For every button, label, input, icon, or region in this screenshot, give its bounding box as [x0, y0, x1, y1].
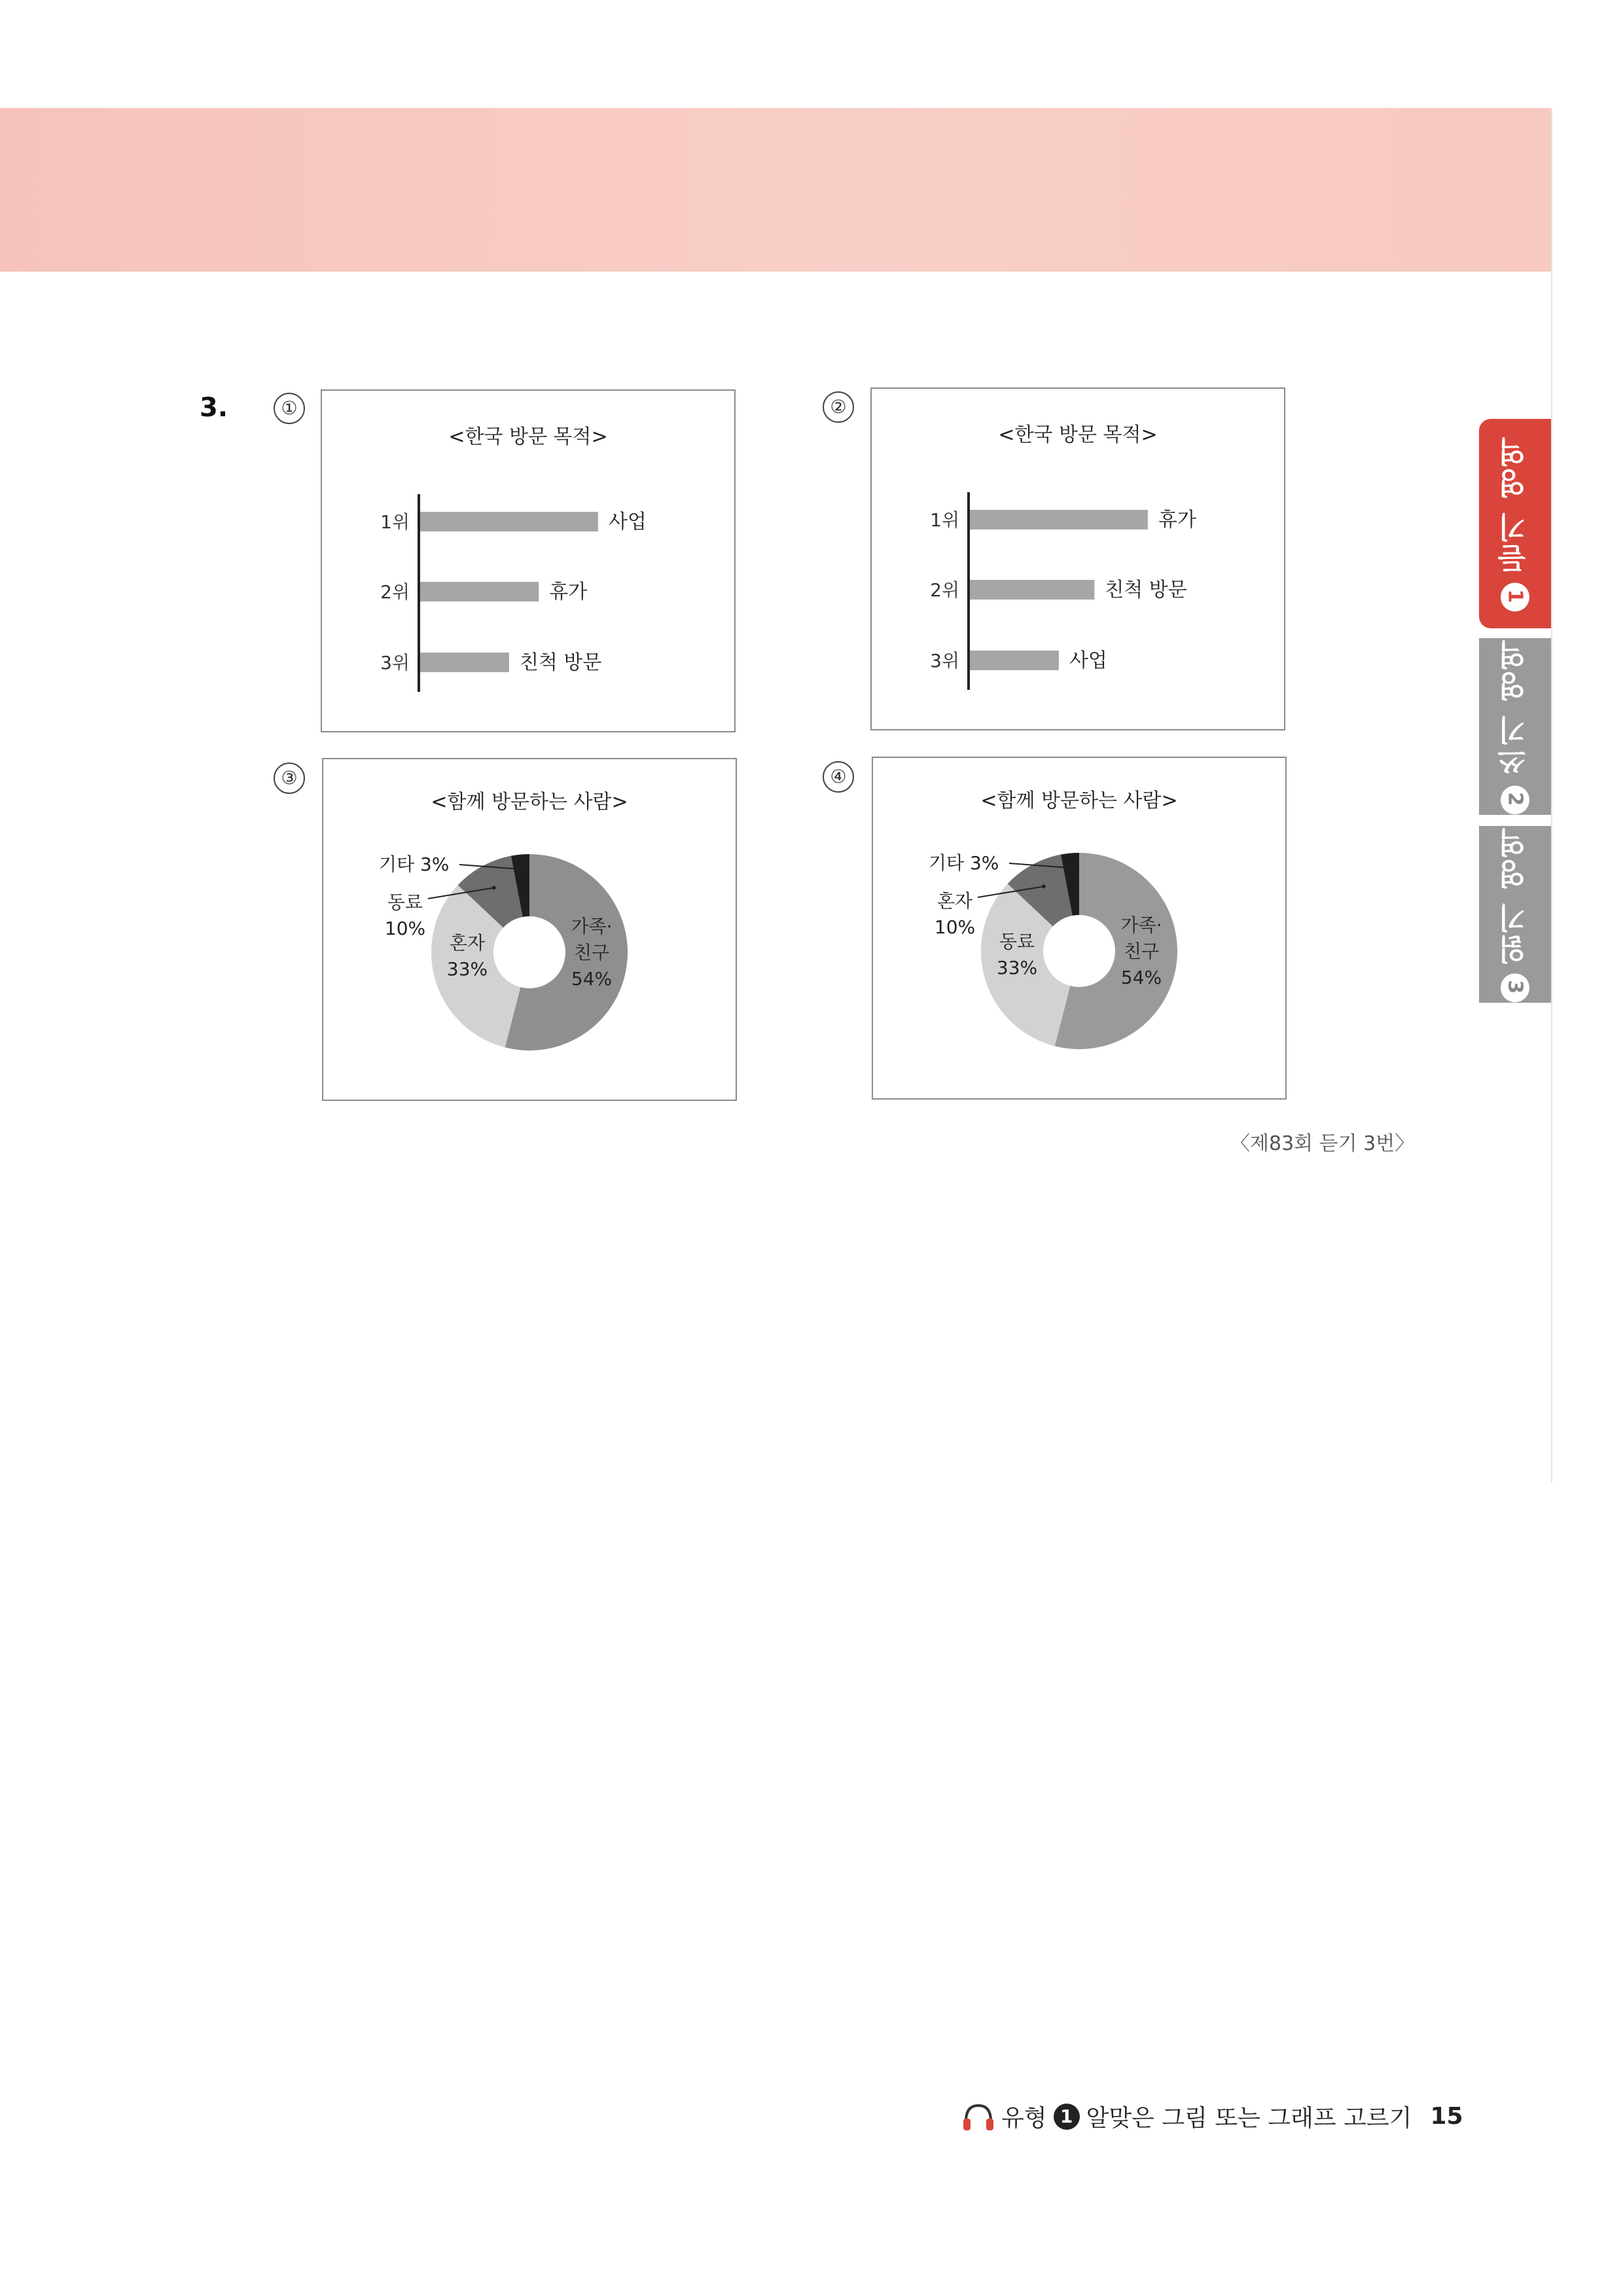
- bar-label: 사업: [1069, 649, 1107, 672]
- bar: [420, 512, 598, 531]
- bar-label: 휴가: [1158, 509, 1196, 531]
- slice-name: 친구: [1123, 941, 1160, 962]
- rank-label: 1위: [380, 511, 410, 533]
- side-tab-writing[interactable]: [1479, 638, 1551, 815]
- bar-label: 친척 방문: [519, 651, 602, 674]
- tab-label-reading: 읽기 영역: [1498, 826, 1531, 965]
- tab-badge-3: 3: [1501, 974, 1529, 1003]
- chart-title: <함께 방문하는 사람>: [431, 791, 628, 814]
- choice-2-marker[interactable]: ②: [823, 391, 854, 423]
- slice-value: 54%: [1120, 967, 1162, 988]
- chart-panel-4[interactable]: [872, 757, 1287, 1100]
- chart-title: <한국 방문 목적>: [998, 423, 1158, 446]
- page-footer: [962, 2100, 1463, 2133]
- bar-chart-1: [322, 391, 734, 731]
- chart-panel-1[interactable]: [321, 389, 736, 732]
- choice-1-marker[interactable]: ①: [274, 393, 305, 424]
- tab-label-writing: 쓰기 영역: [1498, 638, 1531, 777]
- tab-badge-2: 2: [1501, 786, 1529, 815]
- rank-label: 1위: [930, 509, 959, 531]
- leader-dot: [1042, 884, 1046, 888]
- bar: [970, 580, 1094, 600]
- rank-label: 2위: [380, 581, 410, 603]
- slice-value: 10%: [934, 916, 976, 938]
- side-tab-reading[interactable]: [1479, 826, 1551, 1003]
- chart-title: <한국 방문 목적>: [448, 425, 608, 448]
- slice-value: 33%: [996, 957, 1038, 978]
- chart-title: <함께 방문하는 사람>: [980, 789, 1178, 812]
- slice-value: 54%: [571, 968, 613, 990]
- rank-label: 3위: [930, 650, 959, 672]
- slice-name: 가족·: [571, 916, 613, 937]
- bar: [970, 651, 1059, 670]
- leader-dot: [492, 886, 496, 889]
- source-note: 〈제83회 듣기 3번〉: [1230, 1132, 1415, 1155]
- slice-name: 가족·: [1120, 914, 1162, 936]
- slice-label: 기타 3%: [379, 853, 450, 875]
- donut-chart-3: [323, 759, 736, 1100]
- rank-label: 3위: [380, 652, 410, 673]
- leader-dot: [520, 867, 524, 871]
- slice-name: 동료: [999, 931, 1035, 952]
- slice-label: 기타 3%: [929, 852, 999, 874]
- slice-name: 혼자: [449, 932, 486, 954]
- bar: [420, 653, 509, 672]
- bar-label: 휴가: [549, 581, 588, 603]
- footer-type-word: 유형: [1001, 2105, 1047, 2132]
- footer-title: 알맞은 그림 또는 그래프 고르기: [1086, 2105, 1412, 2132]
- tab-badge-1: 1: [1501, 583, 1529, 612]
- header-band: [0, 108, 1551, 272]
- bar-chart-2: [872, 389, 1284, 729]
- page-number: 15: [1430, 2103, 1463, 2130]
- slice-value: 10%: [384, 918, 426, 939]
- bar: [420, 582, 539, 601]
- slice-name: 혼자: [936, 890, 973, 912]
- bar: [970, 510, 1148, 529]
- chart-panel-3[interactable]: [322, 758, 737, 1101]
- headphones-icon: [962, 2102, 995, 2132]
- footer-type-badge: 1: [1054, 2104, 1080, 2130]
- page-edge: [1551, 108, 1552, 1482]
- bar-label: 친척 방문: [1105, 579, 1187, 601]
- slice-value: 33%: [446, 958, 488, 980]
- rank-label: 2위: [930, 579, 959, 601]
- side-tab-listening[interactable]: [1479, 419, 1551, 628]
- question-number: 3.: [200, 393, 228, 423]
- chart-panel-2[interactable]: [870, 387, 1285, 730]
- choice-4-marker[interactable]: ④: [823, 761, 854, 793]
- bar-label: 사업: [608, 511, 647, 533]
- leader-dot: [1069, 866, 1073, 870]
- tab-label-listening: 듣기 영역: [1498, 435, 1531, 574]
- slice-name: 친구: [573, 942, 610, 963]
- choice-3-marker[interactable]: ③: [274, 762, 305, 794]
- slice-name: 동료: [387, 891, 423, 913]
- donut-chart-4: [873, 758, 1285, 1098]
